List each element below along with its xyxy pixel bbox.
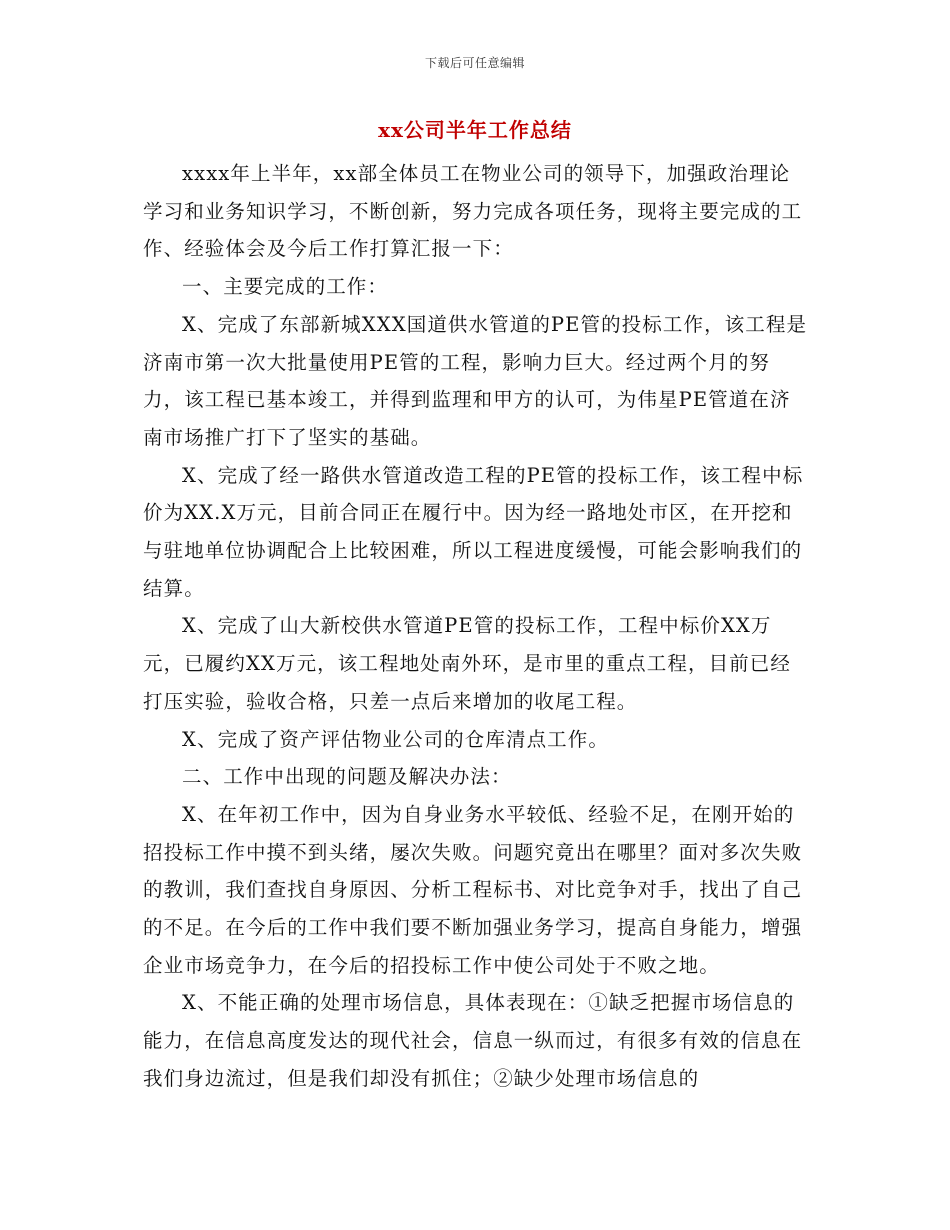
paragraph-intro: xxxx年上半年，xx部全体员工在物业公司的领导下，加强政治理论学习和业务知识学习，不断创新，努力完成各项任务，现将主要完成的工作、经验体会及今后工作打算汇报一下：: [143, 162, 803, 261]
document-body: [143, 155, 808, 1098]
paragraph-problem-2: X、不能正确的处理市场信息，具体表现在：①缺乏把握市场信息的能力，在信息高度发达的现代社会，信息一纵而过，有很多有效的信息在我们身边流过，但是我们却没有抓住；②缺少处理市场信息的: [143, 991, 803, 1090]
paragraph-item-4: X、完成了资产评估物业公司的仓库清点工作。: [182, 727, 609, 751]
page-header: 下载后可任意编辑: [424, 56, 525, 70]
paragraph-item-1: X、完成了东部新城XXX国道供水管道的PE管的投标工作，该工程是济南市第一次大批量使用PE管的工程，影响力巨大。经过两个月的努力，该工程已基本竣工，并得到监理和甲方的认可，为伟星PE管道在济南市场推广打下了坚实的基础。: [143, 312, 808, 449]
paragraph-item-3: X、完成了山大新校供水管道PE管的投标工作，工程中标价XX万元，已履约XX万元，该工程地处南外环，是市里的重点工程，目前已经打压实验，验收合格，只差一点后来增加的收尾工程。: [143, 614, 791, 713]
document-title: xx公司半年工作总结: [378, 118, 572, 142]
paragraph-problem-1: X、在年初工作中，因为自身业务水平较低、经验不足，在刚开始的招投标工作中摸不到头绪，屡次失败。问题究竟出在哪里？面对多次失败的教训，我们查找自身原因、分析工程标书、对比竞争对手，找出了自己的不足。在今后的工作中我们要不断加强业务学习，提高自身能力，增强企业市场竞争力，在今后的招投标工作中使公司处于不败之地。: [143, 802, 803, 977]
paragraph-item-2: X、完成了经一路供水管道改造工程的PE管的投标工作，该工程中标价为XX.X万元，目前合同正在履行中。因为经一路地处市区，在开挖和与驻地单位协调配合上比较困难，所以工程进度缓慢，可能会影响我们的结算。: [143, 463, 804, 600]
section-heading-1: 一、主要完成的工作：: [182, 275, 389, 299]
section-heading-2: 二、工作中出现的问题及解决办法：: [182, 765, 512, 789]
